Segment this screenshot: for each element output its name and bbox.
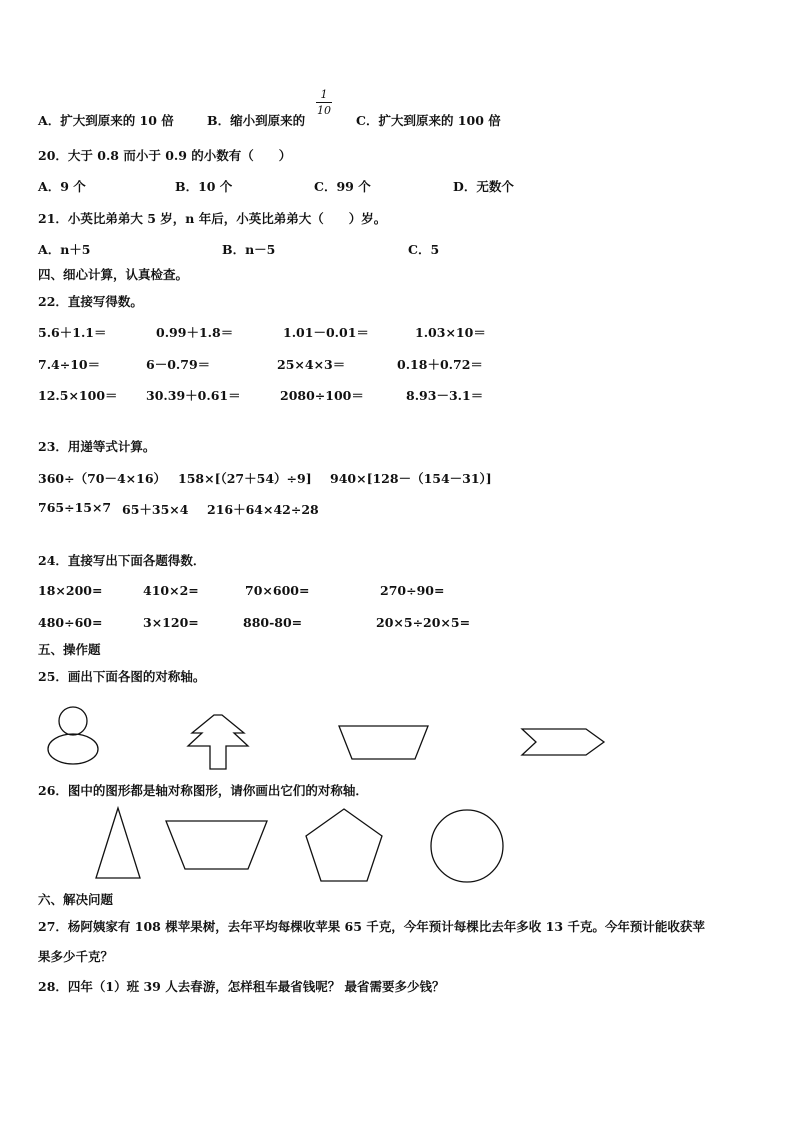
question-25: 25．画出下面各图的对称轴。 <box>38 669 206 684</box>
fraction-one-tenth <box>316 88 332 117</box>
calc-item: 18×200= <box>38 583 103 598</box>
option-c-q21: C．5 <box>408 242 440 257</box>
option-b-q21: B．n－5 <box>222 242 276 257</box>
trapezoid-shape-q26 <box>164 818 270 872</box>
calc-item: 410×2= <box>143 583 199 598</box>
arrow-banner-shape <box>520 726 608 760</box>
option-b-q20: B．10 个 <box>175 179 233 194</box>
pentagon-shape <box>302 806 386 884</box>
calc-item: 65＋35×4 <box>122 502 189 517</box>
calc-item: 765÷15×7 <box>38 500 112 515</box>
question-26: 26．图中的图形都是轴对称图形，请你画出它们的对称轴． <box>38 783 368 798</box>
calc-item: 8.93－3.1＝ <box>406 388 484 403</box>
question-20: 20．大于 0.8 而小于 0.9 的小数有（ ） <box>38 148 292 163</box>
question-27-line2: 果多少千克？ <box>38 949 114 964</box>
option-a-q21: A．n＋5 <box>38 242 91 257</box>
calc-item: 216＋64×42÷28 <box>207 502 319 517</box>
question-27-line1: 27．杨阿姨家有 108 棵苹果树，去年平均每棵收苹果 65 千克，今年预计每棵比去年多收 13 千克。今年预计能收获苹 <box>38 919 705 934</box>
option-b-q19: B．缩小到原来的 <box>207 113 306 128</box>
option-a-q19: A．扩大到原来的 10 倍 <box>38 113 174 128</box>
calc-item: 12.5×100＝ <box>38 388 118 403</box>
calc-item: 3×120= <box>143 615 199 630</box>
tree-arrow-shape <box>186 713 254 771</box>
calc-item: 360÷（70－4×16） <box>38 471 167 486</box>
trapezoid-shape <box>337 723 431 763</box>
calc-item: 7.4÷10＝ <box>38 357 101 372</box>
calc-item: 20×5÷20×5= <box>376 615 471 630</box>
question-23: 23．用递等式计算。 <box>38 439 156 454</box>
calc-item: 6－0.79＝ <box>146 357 211 372</box>
calc-item: 0.99＋1.8＝ <box>156 325 234 340</box>
question-21: 21．小英比弟弟大 5 岁，n 年后，小英比弟弟大（ ）岁。 <box>38 211 387 226</box>
question-22: 22．直接写得数。 <box>38 294 143 309</box>
calc-item: 158×[（27＋54）÷9] <box>178 471 312 486</box>
calc-item: 30.39＋0.61＝ <box>146 388 241 403</box>
calc-item: 2080÷100＝ <box>280 388 364 403</box>
option-c-q20: C．99 个 <box>314 179 371 194</box>
calc-item: 880-80= <box>243 615 303 630</box>
figure-eight-shape <box>44 704 104 766</box>
section-title-5: 五、操作题 <box>38 642 101 657</box>
calc-item: 5.6＋1.1＝ <box>38 325 107 340</box>
calc-item: 1.01－0.01＝ <box>283 325 369 340</box>
fraction-numerator: 1 <box>320 88 328 101</box>
calc-item: 940×[128－（154－31）] <box>330 471 492 486</box>
calc-item: 480÷60= <box>38 615 103 630</box>
calc-item: 70×600= <box>245 583 310 598</box>
calc-item: 1.03×10＝ <box>415 325 486 340</box>
fraction-denominator: 10 <box>317 104 331 117</box>
isosceles-triangle-shape <box>92 806 144 880</box>
section-title-6: 六、解决问题 <box>38 892 114 907</box>
option-a-q20: A．9 个 <box>38 179 86 194</box>
option-d-q20: D．无数个 <box>453 179 514 194</box>
calc-item: 270÷90= <box>380 583 445 598</box>
calc-item: 25×4×3＝ <box>277 357 346 372</box>
question-28: 28．四年（1）班 39 人去春游，怎样租车最省钱呢？ 最省需要多少钱？ <box>38 979 445 994</box>
circle-shape <box>429 808 505 884</box>
question-24: 24．直接写出下面各题得数． <box>38 553 206 568</box>
section-title-4: 四、细心计算，认真检查。 <box>38 267 189 282</box>
option-c-q19: C．扩大到原来的 100 倍 <box>356 113 501 128</box>
calc-item: 0.18＋0.72＝ <box>397 357 483 372</box>
